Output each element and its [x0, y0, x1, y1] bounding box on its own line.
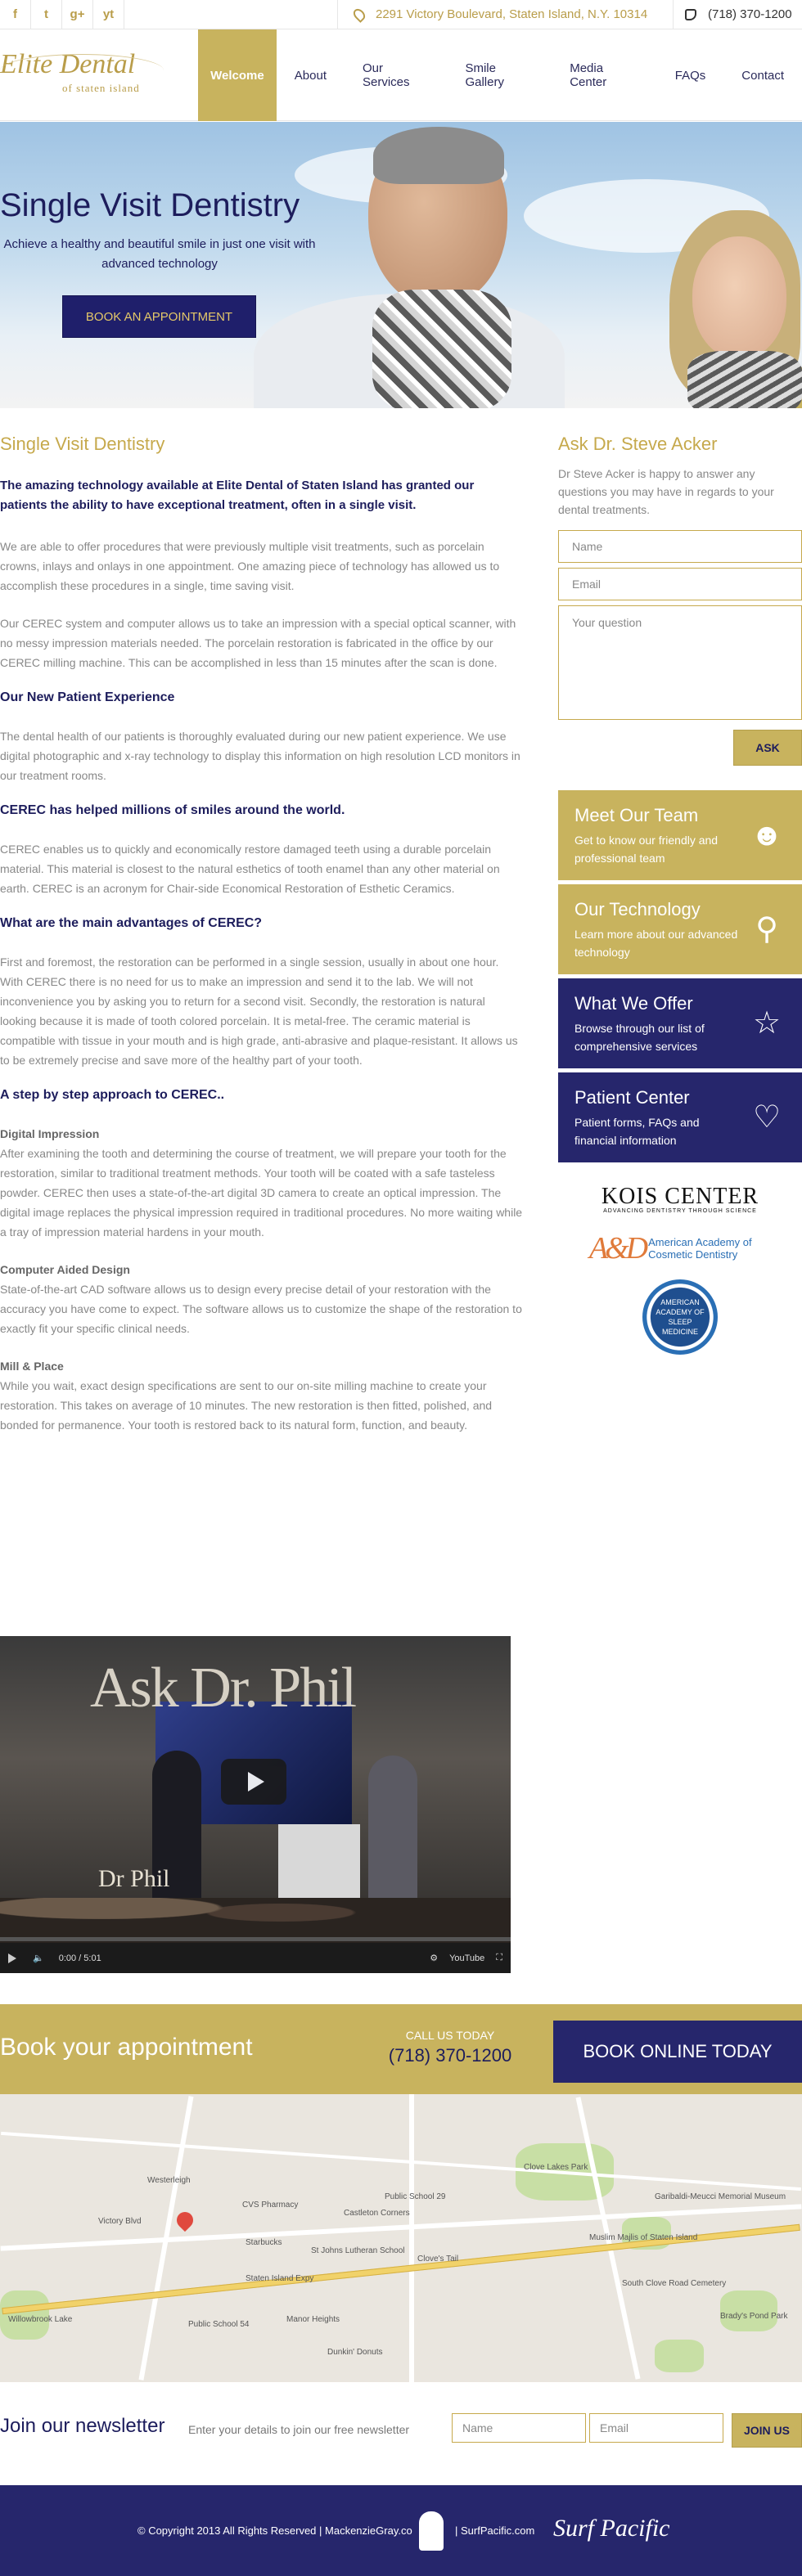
hero-title: Single Visit Dentistry — [0, 187, 300, 223]
map-label: Victory Blvd — [98, 2217, 142, 2226]
map-label: Brady's Pond Park — [720, 2312, 788, 2321]
facebook-icon[interactable]: f — [0, 0, 31, 29]
video-controls — [0, 1943, 511, 1973]
video-player[interactable] — [0, 1636, 511, 1973]
step-title: Digital Impression — [0, 1127, 100, 1140]
email-field[interactable]: Email — [558, 568, 802, 600]
ask-intro: Dr Steve Acker is happy to answer any questions you may have in regards to your dental treatments. — [558, 467, 774, 516]
settings-icon[interactable]: ⚙ — [430, 1953, 439, 1963]
hero-woman-face — [692, 236, 786, 359]
ask-button[interactable]: ASK — [733, 730, 802, 766]
address-text: 2291 Victory Boulevard, Staten Island, N.Y. 10314 — [376, 7, 648, 21]
section-heading: A step by step approach to CEREC.. — [0, 1088, 225, 1102]
top-bar — [0, 0, 802, 29]
card-text: Learn more about our advanced technology — [574, 928, 738, 959]
hero-woman-scarf — [687, 351, 802, 408]
nav-smile-gallery[interactable]: Smile Gallery — [465, 61, 504, 89]
card-text: Get to know our friendly and professional team — [574, 834, 719, 865]
page-title: Single Visit Dentistry — [0, 434, 165, 454]
fullscreen-icon[interactable]: ⛶ — [496, 1953, 502, 1962]
aasm-logo[interactable] — [642, 1279, 718, 1355]
card-title: Patient Center — [574, 1087, 690, 1108]
social-links — [0, 0, 124, 29]
book-title: Book your appointment — [0, 2034, 253, 2061]
paragraph: CEREC enables us to quickly and economically restore damaged teeth using a durable porcelain material. This material is closest to the natural esthetics of tooth enamel than any other material on earth. CEREC is an acronym for Chair-side Economical Restoration of Esthetic Ceramics. — [0, 843, 500, 895]
map-label: Public School 29 — [385, 2192, 446, 2201]
hero-man-hair — [373, 127, 504, 184]
location-marker-icon[interactable] — [173, 2209, 196, 2232]
map-label: South Clove Road Cemetery — [622, 2279, 727, 2288]
map-label: Public School 54 — [188, 2320, 250, 2329]
affiliation-logos — [558, 1184, 802, 1355]
google-plus-icon[interactable]: g+ — [62, 0, 93, 29]
map-label: Westerleigh — [147, 2176, 191, 2185]
show-logo: Dr Phil — [98, 1865, 170, 1892]
kois-tagline: ADVANCING DENTISTRY THROUGH SCIENCE — [603, 1208, 757, 1214]
book-appointment-band — [0, 2004, 802, 2094]
site-header — [0, 29, 802, 121]
ask-title: Ask Dr. Steve Acker — [558, 434, 718, 454]
aacd-name: American Academy of Cosmetic Dentistry — [648, 1236, 752, 1261]
main-content — [0, 434, 524, 1453]
aacd-mark: A&D — [588, 1231, 646, 1266]
map-label: St Johns Lutheran School — [311, 2246, 405, 2255]
hero-subtitle: Achieve a healthy and beautiful smile in just one visit with advanced technology — [3, 237, 316, 271]
newsletter-desc: Enter your details to join our free newsletter — [188, 2423, 410, 2436]
hero-man-scarf — [372, 290, 511, 408]
site-footer — [0, 2485, 802, 2576]
what-we-offer-card[interactable] — [558, 978, 802, 1068]
newsletter-email-field[interactable]: Email — [589, 2413, 723, 2443]
map-label: Starbucks — [246, 2238, 282, 2247]
join-us-button[interactable]: JOIN US — [732, 2413, 802, 2448]
call-us[interactable] — [381, 2029, 520, 2066]
name-field[interactable]: Name — [558, 530, 802, 563]
map-label: Dunkin' Donuts — [327, 2348, 383, 2357]
guest-figure — [368, 1756, 417, 1919]
map-label: Muslim Majlis of Staten Island — [589, 2233, 698, 2242]
paragraph: First and foremost, the restoration can be performed in a single session, usually in about one hour. With CEREC there is no need for us to make an impression and send it to the lab. We will not inconvenience you by asking you to return for a second visit. Secondly, the restoration is natural looking because it is made of tooth colored porcelain. It is metal-free. The ceramic material is compatible with tissue in your mouth and is high grade, anti-abrasive and plaque-resistant. It allows us to be extremely precise and save more of the healthy part of your tooth. — [0, 955, 518, 1067]
newsletter-section — [0, 2382, 802, 2485]
step-title: Mill & Place — [0, 1360, 64, 1373]
aacd-logo[interactable] — [558, 1230, 802, 1266]
nav-contact[interactable]: Contact — [741, 68, 784, 83]
book-appointment-button[interactable]: BOOK AN APPOINTMENT — [62, 295, 256, 338]
call-label: CALL US TODAY — [405, 2029, 495, 2042]
progress-bar[interactable] — [0, 1937, 511, 1941]
nav-about[interactable]: About — [294, 68, 327, 83]
map-pin-icon — [351, 7, 367, 23]
map-label: Willowbrook Lake — [8, 2315, 73, 2324]
ask-dr-phil-graphic: Ask Dr. Phil — [90, 1657, 356, 1720]
paragraph: The dental health of our patients is thoroughly evaluated during our new patient experience. We use digital photographic and x-ray technology to display this information on high resolution LCD monitors in our treatment rooms. — [0, 730, 520, 782]
map-label: Staten Island Expy — [246, 2274, 314, 2283]
nav-our-services[interactable]: Our Services — [363, 61, 410, 89]
card-text: Patient forms, FAQs and financial information — [574, 1116, 700, 1147]
map-label: Castleton Corners — [344, 2209, 410, 2218]
hero-banner — [0, 122, 802, 408]
nav-faqs[interactable]: FAQs — [674, 68, 706, 83]
nav-welcome[interactable]: Welcome — [198, 29, 277, 121]
user-search-icon: ⚲ — [755, 912, 778, 946]
kois-center-logo[interactable] — [558, 1184, 802, 1214]
star-icon: ☆ — [752, 1006, 782, 1041]
map-label: Clove's Tail — [417, 2255, 459, 2264]
phone-text: (718) 370-1200 — [708, 7, 792, 21]
step-text: After examining the tooth and determining the course of treatment, we will prepare your tooth for the restoration, similar to traditional treatment methods. Your tooth will be coated with a safe tasteless powder. CEREC then uses a state-of-the-art digital 3D camera to create an optical impression. The digital image replaces the physical impression required in traditional procedures. No more waiting while a tray of impression material hardens in your mouth. — [0, 1147, 523, 1239]
our-technology-card[interactable] — [558, 884, 802, 974]
map-label: Garibaldi-Meucci Memorial Museum — [655, 2192, 786, 2201]
card-title: What We Offer — [574, 993, 693, 1014]
step-text: While you wait, exact design specifications are sent to our on-site milling machine to create your restoration. This takes on average of 10 minutes. The new restoration is then fitted, polished, and bonded for permanence. Your tooth is restored back to its natural form, function, and beauty. — [0, 1379, 493, 1432]
team-icon: ☻ — [750, 818, 783, 852]
card-text: Browse through our list of comprehensive services — [574, 1022, 705, 1053]
video-time: 0:00 / 5:01 — [58, 1953, 101, 1963]
nav-media-center[interactable]: Media Center — [570, 61, 607, 89]
volume-icon[interactable]: 🔈 — [33, 1953, 44, 1963]
logo-sub-text: of staten island — [62, 82, 140, 94]
main-nav — [198, 29, 802, 121]
play-button[interactable] — [221, 1759, 286, 1805]
surfpacific-link[interactable]: | SurfPacific.com — [455, 2524, 535, 2537]
twitter-icon[interactable]: t — [31, 0, 62, 29]
card-title: Meet Our Team — [574, 805, 699, 825]
youtube-icon[interactable]: yt — [93, 0, 124, 29]
meet-our-team-card[interactable] — [558, 790, 802, 880]
newsletter-name-field[interactable]: Name — [452, 2413, 586, 2443]
section-heading: CEREC has helped millions of smiles around the world. — [0, 803, 345, 817]
call-number: (718) 370-1200 — [388, 2045, 512, 2066]
map-park — [655, 2340, 704, 2372]
map-road — [409, 2094, 414, 2382]
step-text: State-of-the-art CAD software allows us to design every precise detail of your restoration with the accuracy you have come to expect. The software allows us to customize the shape of the restoration to exactly fit your specific clinical needs. — [0, 1283, 522, 1335]
address-link[interactable] — [337, 0, 673, 29]
map-label: Clove Lakes Park — [524, 2163, 588, 2172]
site-logo[interactable] — [0, 49, 172, 98]
mackenzie-gray-logo-icon[interactable] — [419, 2511, 444, 2551]
phone-icon — [685, 9, 696, 20]
map-label: Manor Heights — [286, 2315, 340, 2324]
aasm-name: AMERICAN ACADEMY OF SLEEP MEDICINE — [656, 1298, 705, 1336]
surf-pacific-logo[interactable]: Surf Pacific — [553, 2515, 670, 2542]
section-heading: What are the main advantages of CEREC? — [0, 916, 263, 930]
location-map[interactable] — [0, 2094, 802, 2382]
heart-plus-icon: ♡ — [752, 1100, 782, 1135]
copyright-text[interactable]: © Copyright 2013 All Rights Reserved | MackenzieGray.co — [137, 2524, 412, 2537]
phone-link[interactable] — [673, 0, 802, 29]
kois-name: KOIS CENTER — [601, 1184, 759, 1209]
logo-main-text: Elite Dental — [0, 49, 136, 79]
youtube-logo[interactable]: YouTube — [449, 1953, 485, 1963]
step-title: Computer Aided Design — [0, 1263, 130, 1276]
paragraph: We are able to offer procedures that were previously multiple visit treatments, such as porcelain crowns, inlays and onlays in one appointment. One amazing piece of technology has allowed us to accomplish these procedures in a single, time saving visit. — [0, 540, 500, 592]
sidebar — [558, 434, 802, 1355]
lead-paragraph: The amazing technology available at Elite Dental of Staten Island has granted our patients the ability to have exceptional treatment, often in a single visit. — [0, 479, 475, 512]
map-label: CVS Pharmacy — [242, 2201, 299, 2210]
section-heading: Our New Patient Experience — [0, 690, 175, 704]
patient-center-card[interactable] — [558, 1072, 802, 1162]
map-park — [720, 2291, 777, 2331]
card-title: Our Technology — [574, 899, 701, 919]
newsletter-title: Join our newsletter — [0, 2415, 165, 2437]
question-field[interactable]: Your question — [558, 605, 802, 720]
play-icon[interactable] — [8, 1953, 16, 1963]
paragraph: Our CEREC system and computer allows us to take an impression with a special optical scanner, with no messy impression materials needed. The porcelain restoration is fabricated in the office by our CEREC milling machine. This can be accomplished in less than 15 minutes after the scan is done. — [0, 617, 516, 669]
map-road — [1, 2132, 801, 2191]
book-online-button[interactable]: BOOK ONLINE TODAY — [553, 2021, 802, 2083]
